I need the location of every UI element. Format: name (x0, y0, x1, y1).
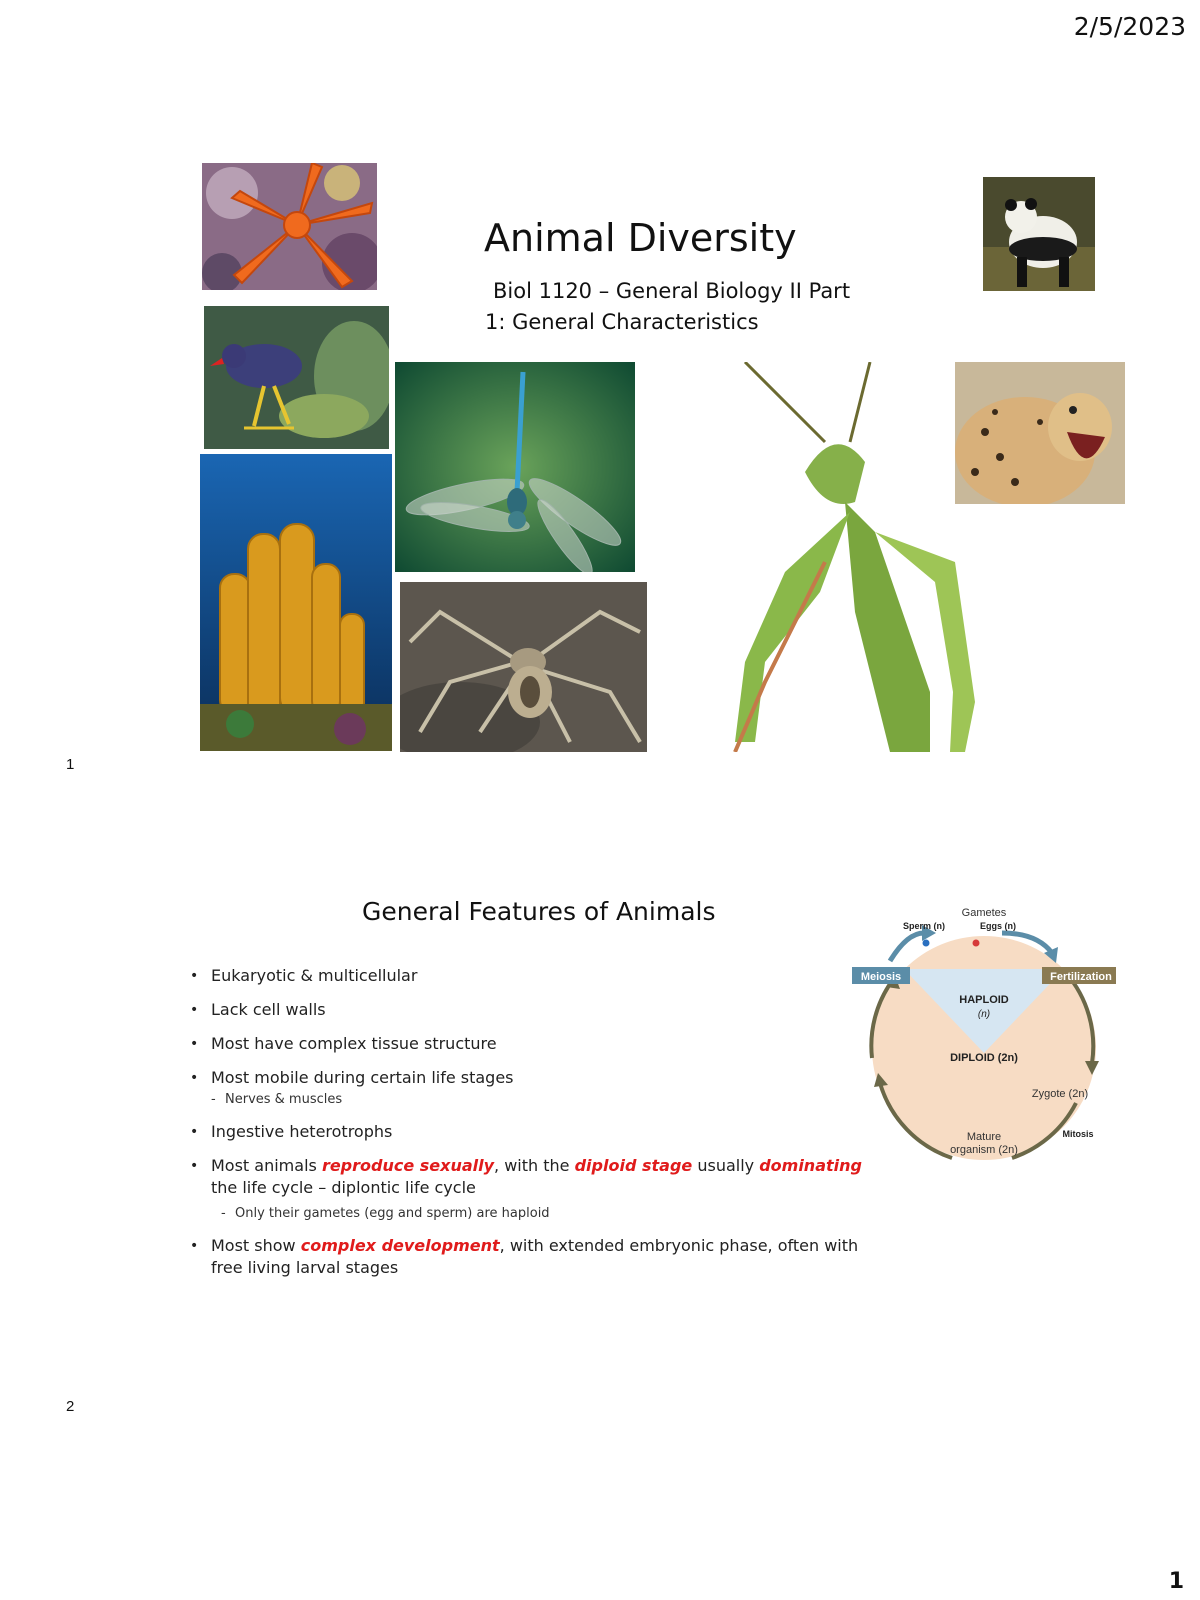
dragonfly-photo (395, 362, 635, 572)
panda-photo (983, 177, 1095, 291)
list-item: • Eukaryotic & multicellular (187, 965, 867, 987)
slide-number: 1 (66, 756, 75, 773)
emphasis-text: diploid stage (574, 1156, 693, 1175)
emphasis-text: complex development (300, 1236, 500, 1255)
spider-photo (400, 582, 647, 752)
gametes-label: Gametes (961, 907, 1007, 919)
list-item: • Most animals reproduce sexually, with the diploid stage usually dominating the life cycle – diplontic life cycle - Only their gametes (egg and sperm) are haploid (187, 1155, 867, 1223)
sperm-label: Sperm (n) (902, 921, 946, 931)
list-item: • Most have complex tissue structure (187, 1033, 867, 1055)
sperm-dot (923, 940, 930, 947)
page-number: 1 (1168, 1569, 1184, 1594)
meiosis-arrow (890, 933, 924, 961)
list-item: • Lack cell walls (187, 999, 867, 1021)
fertilization-label: Fertilization (1050, 971, 1112, 983)
sub-list-item: - Nerves & muscles (211, 1091, 867, 1109)
list-item: • Most mobile during certain life stages - Nerves & muscles (187, 1067, 867, 1109)
subtitle-line-2: 1: General Characteristics (485, 310, 759, 334)
bird-photo (204, 306, 389, 449)
slide-2-title: General Features of Animals (362, 897, 716, 926)
subtitle-line-1: Biol 1120 – General Biology II Part (493, 279, 851, 303)
list-item: • Ingestive heterotrophs (187, 1121, 867, 1143)
haploid-label: HAPLOID (959, 994, 1009, 1006)
eggs-label: Eggs (n) (980, 921, 1016, 931)
feature-list (187, 965, 867, 1291)
cheetah-photo (955, 362, 1125, 504)
list-item: • Most show complex development, with extended embryonic phase, often with free living larval stages (187, 1235, 867, 1279)
slide-1-title: Animal Diversity (484, 216, 797, 260)
life-cycle-diagram (852, 903, 1116, 1165)
sub-list-item: - Only their gametes (egg and sperm) are haploid (221, 1205, 867, 1223)
sea-star-photo (202, 163, 377, 290)
emphasis-text: reproduce sexually (321, 1156, 495, 1175)
diploid-label: DIPLOID (2n) (950, 1052, 1018, 1064)
emphasis-text: dominating (759, 1156, 862, 1175)
meiosis-label: Meiosis (860, 971, 902, 983)
sponge-photo (200, 454, 392, 751)
slide-number: 2 (66, 1398, 75, 1415)
mantis-photo (725, 362, 993, 752)
mature-label-2: organism (2n) (950, 1144, 1018, 1156)
document-date: 2/5/2023 (1073, 12, 1186, 41)
slide-1-subtitle (485, 276, 913, 338)
mitosis-label: Mitosis (1062, 1129, 1094, 1139)
egg-dot (973, 940, 980, 947)
mature-label-1: Mature (966, 1131, 1002, 1143)
haploid-n-label: (n) (977, 1009, 991, 1020)
zygote-label: Zygote (2n) (1031, 1088, 1089, 1100)
